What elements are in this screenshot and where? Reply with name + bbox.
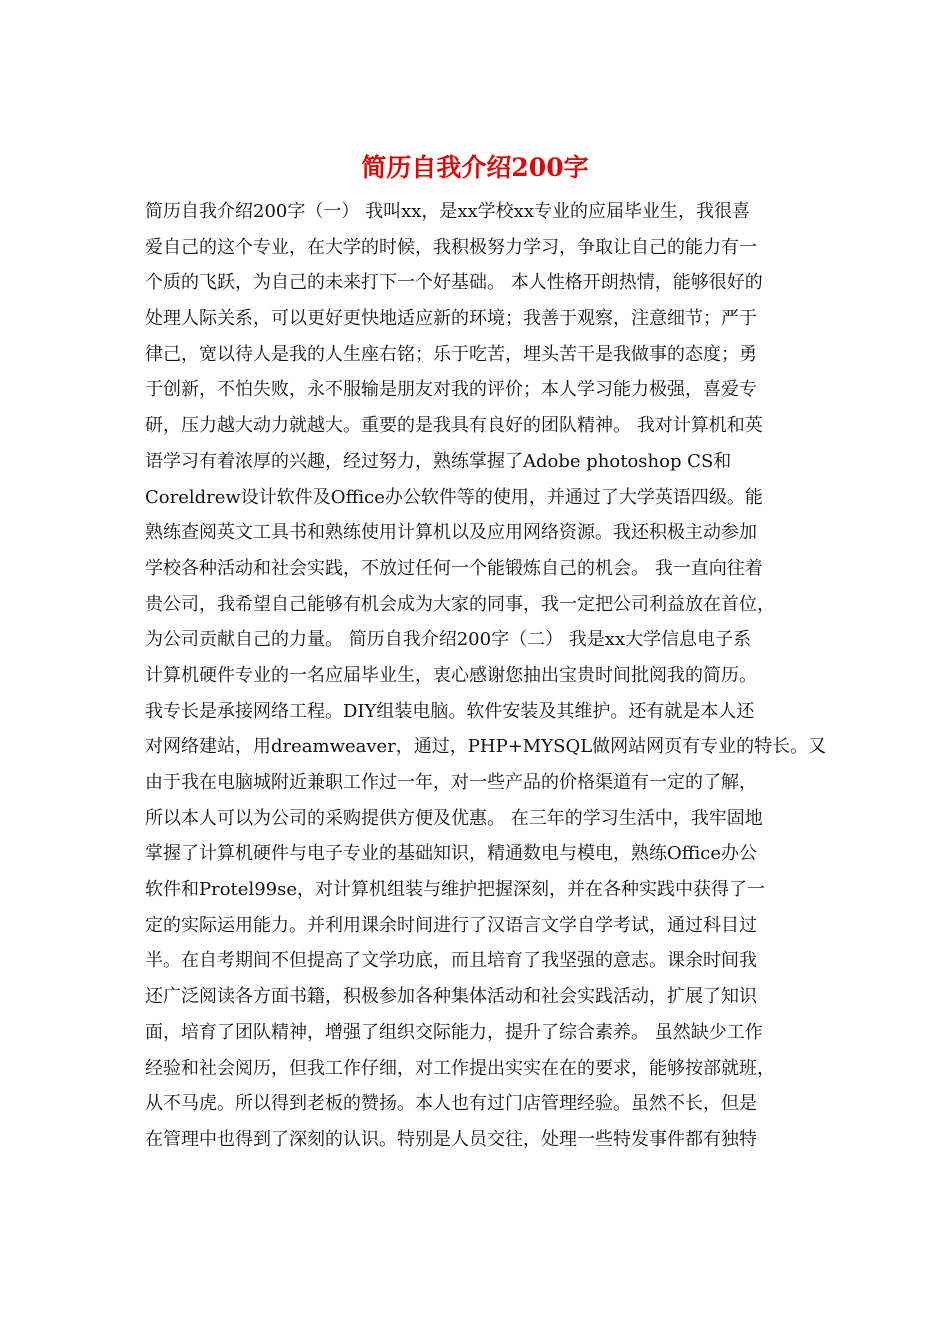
body-line: 贵公司，我希望自己能够有机会成为大家的同事，我一定把公司利益放在首位， <box>145 593 775 615</box>
body-line: 从不马虎。所以得到老板的赞扬。本人也有过门店管理经验。虽然不长，但是 <box>145 1093 757 1115</box>
body-line: 爱自己的这个专业，在大学的时候，我积极努力学习，争取让自己的能力有一 <box>145 236 757 258</box>
body-line: 处理人际关系，可以更好更快地适应新的环境；我善于观察，注意细节；严于 <box>145 308 757 330</box>
body-line: 计算机硬件专业的一名应届毕业生，衷心感谢您抽出宝贵时间批阅我的简历。 <box>145 664 757 686</box>
body-line: 定的实际运用能力。并利用课余时间进行了汉语言文学自学考试，通过科目过 <box>145 914 757 936</box>
body-line: 个质的飞跃，为自己的未来打下一个好基础。 本人性格开朗热情，能够很好的 <box>145 272 763 294</box>
body-line: 熟练查阅英文工具书和熟练使用计算机以及应用网络资源。我还积极主动参加 <box>145 522 757 544</box>
body-line: 面，培育了团队精神，增强了组织交际能力，提升了综合素养。 虽然缺少工作 <box>145 1021 763 1043</box>
body-line: 我专长是承接网络工程。DIY组装电脑。软件安装及其维护。还有就是本人还 <box>145 700 755 722</box>
body-line: 半。在自考期间不但提高了文学功底，而且培育了我坚强的意志。课余时间我 <box>145 950 757 972</box>
body-line: 由于我在电脑城附近兼职工作过一年，对一些产品的价格渠道有一定的了解， <box>145 772 757 793</box>
body-line: 研，压力越大动力就越大。重要的是我具有良好的团队精神。 我对计算机和英 <box>145 415 763 437</box>
document-body <box>145 194 825 1158</box>
body-line: 学校各种活动和社会实践，不放过任何一个能锻炼自己的机会。 我一直向往着 <box>145 557 763 579</box>
body-line: 律己，宽以待人是我的人生座右铭；乐于吃苦，埋头苦干是我做事的态度；勇 <box>145 343 757 365</box>
body-line: 简历自我介绍200字（一） 我叫xx，是xx学校xx专业的应届毕业生，我很喜 <box>145 201 750 222</box>
body-line: 所以本人可以为公司的采购提供方便及优惠。 在三年的学习生活中，我牢固地 <box>145 807 763 829</box>
body-line: 经验和社会阅历，但我工作仔细，对工作提出实实在在的要求，能够按部就班， <box>145 1057 775 1079</box>
body-line: 还广泛阅读各方面书籍，积极参加各种集体活动和社会实践活动，扩展了知识 <box>145 986 757 1008</box>
body-line: 对网络建站，用dreamweaver，通过，PHP+MYSQL做网站网页有专业的特长。又 <box>145 736 827 758</box>
body-line: 于创新，不怕失败，永不服输是朋友对我的评价；本人学习能力极强，喜爱专 <box>145 379 757 401</box>
body-line: 为公司贡献自己的力量。 简历自我介绍200字（二） 我是xx大学信息电子系 <box>145 629 752 651</box>
document-title: 简历自我介绍200字 <box>361 153 589 182</box>
body-line: Coreldrew设计软件及Office办公软件等的使用，并通过了大学英语四级。能 <box>145 486 763 508</box>
body-line: 语学习有着浓厚的兴趣，经过努力，熟练掌握了Adobe photoshop CS和 <box>145 450 732 472</box>
body-line: 在管理中也得到了深刻的认识。特别是人员交往，处理一些特发事件都有独特 <box>145 1128 757 1150</box>
body-line: 掌握了计算机硬件与电子专业的基础知识，精通数电与模电，熟练Office办公 <box>145 843 758 865</box>
body-line: 软件和Protel99se，对计算机组装与维护把握深刻，并在各种实践中获得了一 <box>145 879 765 901</box>
